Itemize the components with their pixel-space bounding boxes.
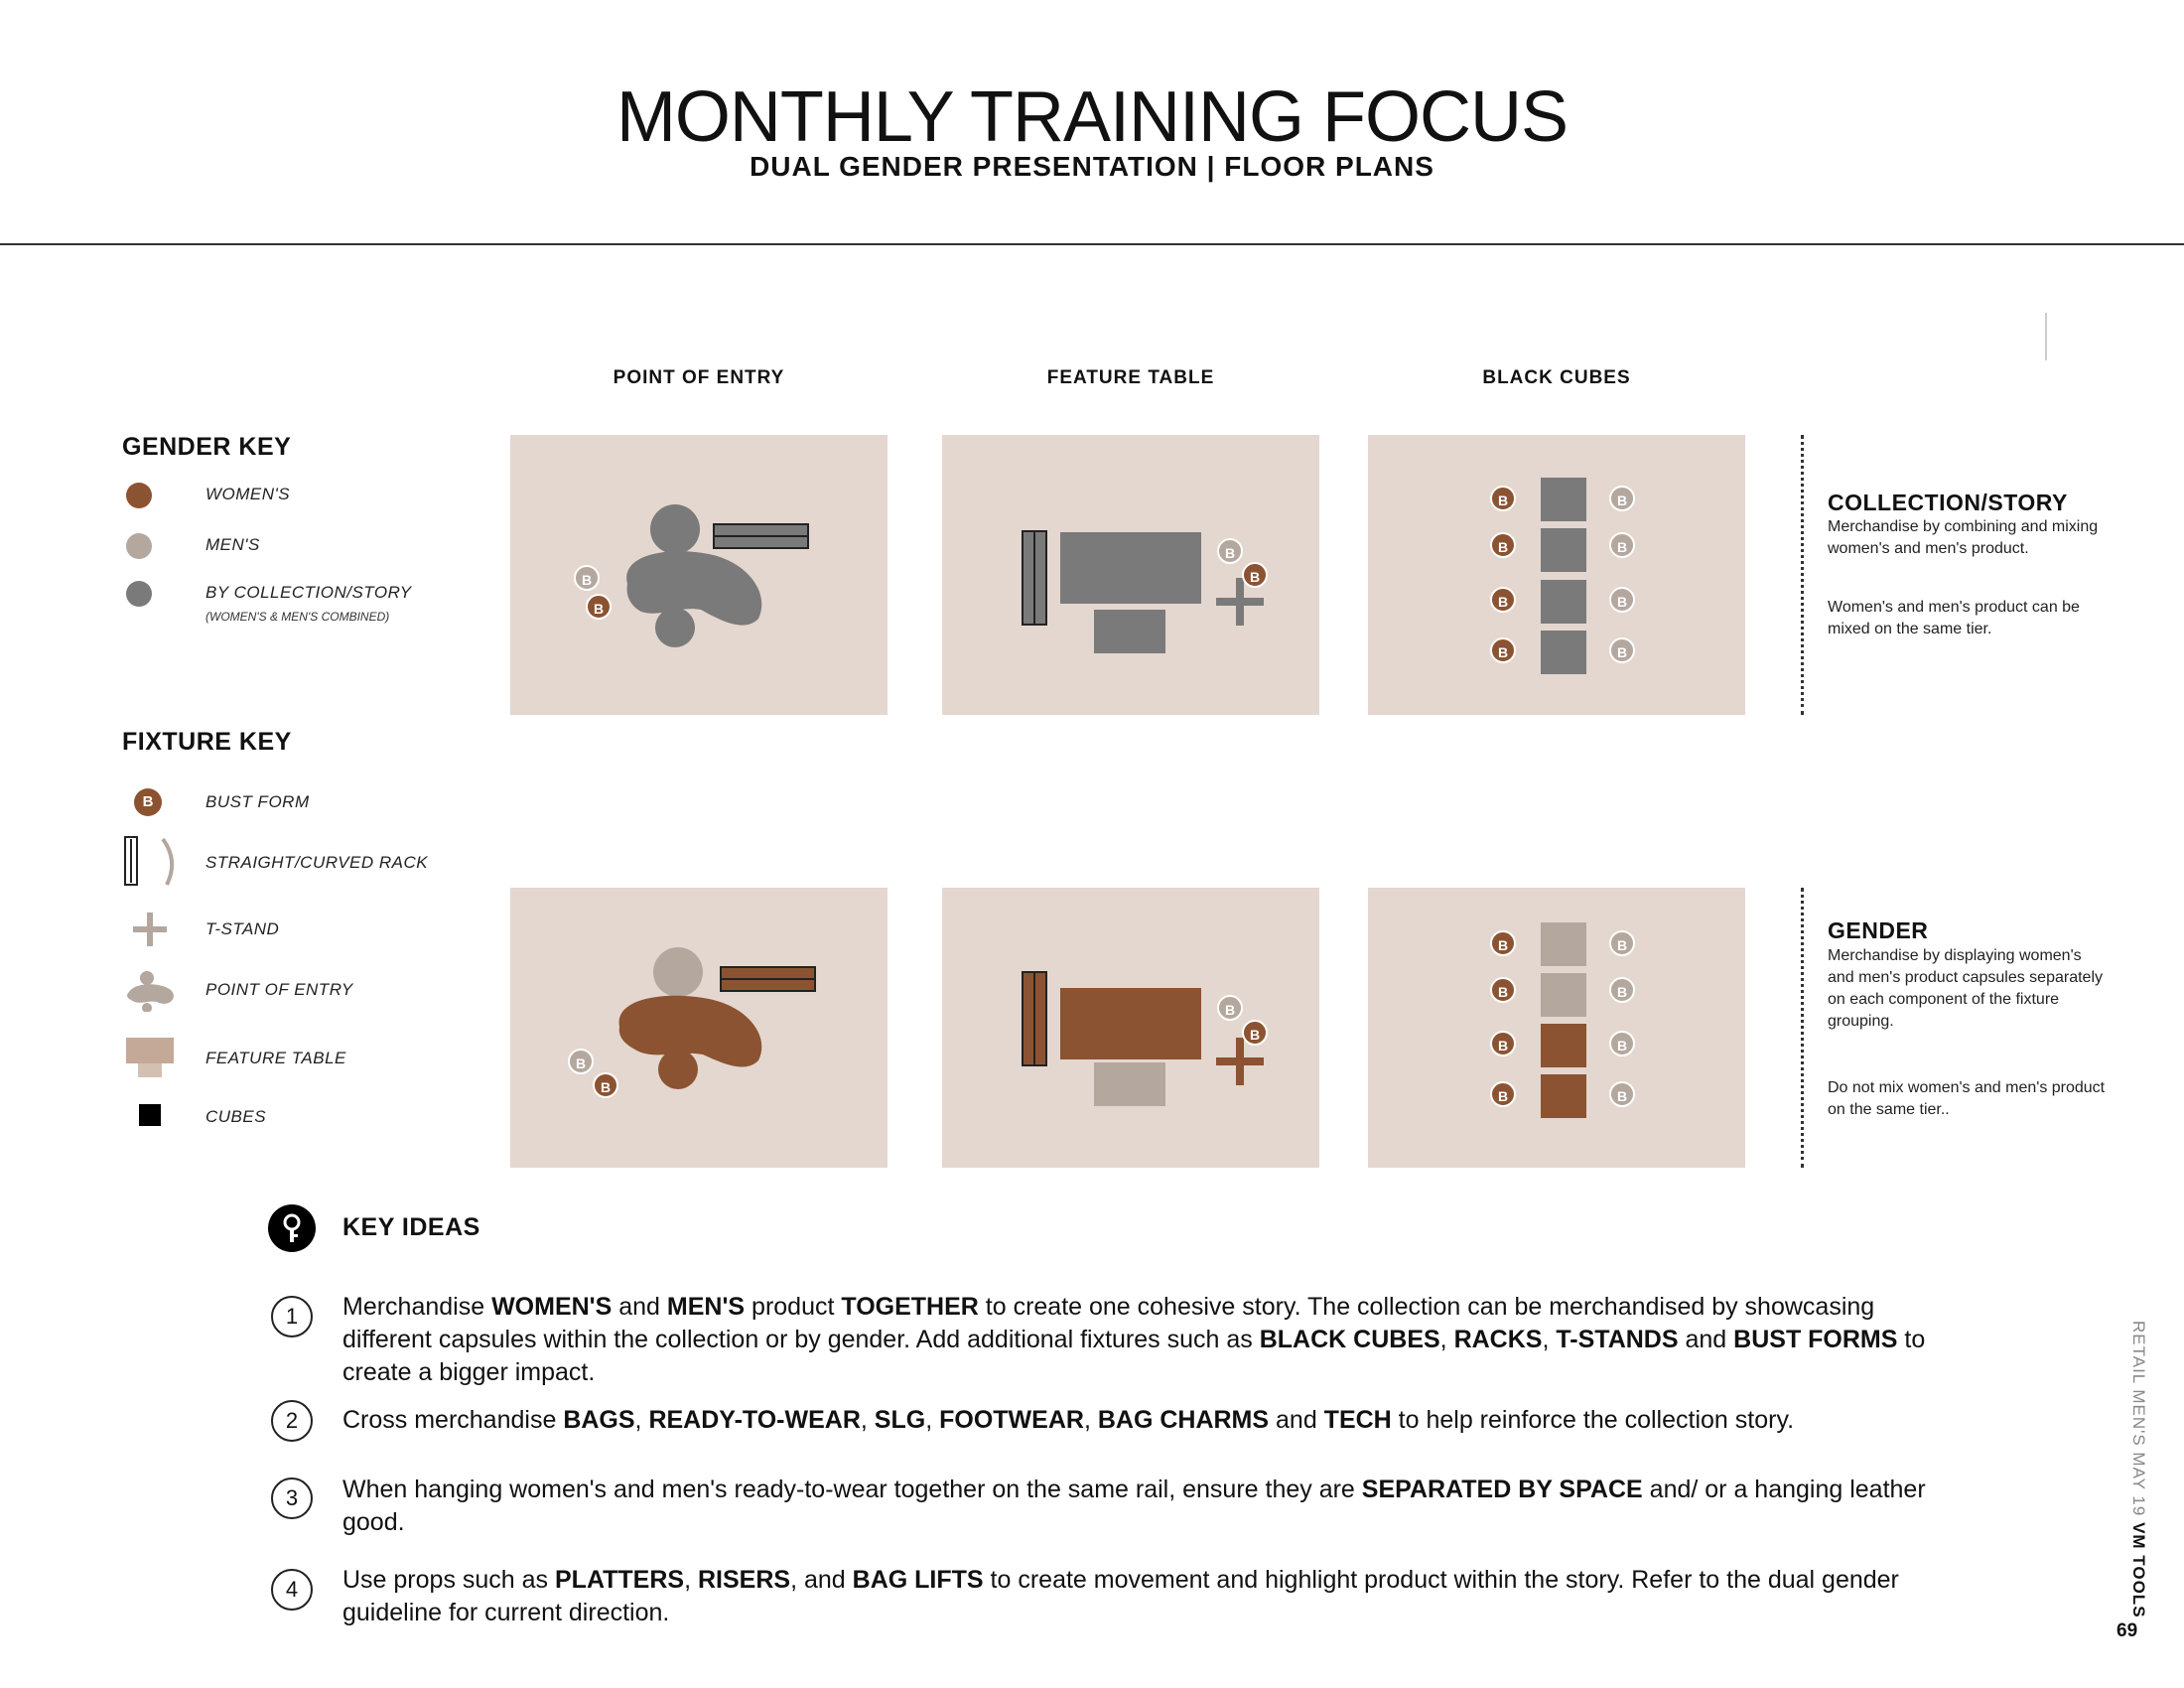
gender-key-heading: GENDER KEY [122,433,292,461]
bust-form-womens: B [593,1072,618,1098]
gender-text: Merchandise by displaying women's and men's product capsules separately on each component of the fixture grouping. [1828,947,2103,1030]
column-heading-black-cubes: BLACK CUBES [1482,367,1631,388]
dotted-divider [1801,435,1804,715]
bust-form-mens: B [1609,1081,1635,1107]
black-cubes-collection-diagram [1368,435,1745,715]
collection-story-note: Women's and men's product can be mixed on the same tier. [1828,599,2080,637]
bust-form-womens: B [1242,1020,1268,1046]
bust-form-icon: B [134,788,162,816]
bust-form-mens: B [1609,977,1635,1003]
collection-swatch [126,581,152,607]
bust-form-mens: B [574,565,600,591]
header-divider [0,243,2184,245]
mens-label: MEN'S [205,535,260,554]
idea-3-text: When hanging women's and men's ready-to-wear together on the same rail, ensure they are SEPARATED BY SPACE and/ or a hanging leather good. [342,1476,1926,1536]
dotted-divider [1801,888,1804,1168]
point-of-entry-gender-diagram [510,888,887,1168]
idea-1-text: Merchandise WOMEN'S and MEN'S product TOGETHER to create one cohesive story. The collection can be merchandised by showcasing different capsules within the collection or by gender. Add additional fixtures such as BLACK CUBES, RACKS, T-STANDS and BUST FORMS to create a bigger impact. [342,1293,1926,1386]
womens-label: WOMEN'S [205,485,291,503]
point-of-entry-icon [125,970,177,1012]
panel-feature-table-collection [942,435,1319,715]
collection-note: (WOMEN'S & MEN'S COMBINED) [205,610,390,624]
idea-4-text: Use props such as PLATTERS, RISERS, and BAG LIFTS to create movement and highlight product within the story. Refer to the dual gender guideline for current direction. [342,1566,1899,1626]
t-stand-icon [133,913,167,946]
column-heading-point-of-entry: POINT OF ENTRY [613,367,785,388]
bust-form-mens: B [568,1049,594,1074]
vertical-footer [2126,1321,2148,1618]
bust-form-mens: B [1609,637,1635,663]
rack-label: STRAIGHT/CURVED RACK [205,853,429,872]
bust-form-mens: B [1609,486,1635,511]
fixture-key-heading: FIXTURE KEY [122,728,292,756]
point-of-entry-collection-diagram [510,435,887,715]
womens-swatch [126,483,152,508]
bust-form-womens: B [1490,1081,1516,1107]
idea-number-1: 1 [271,1296,313,1337]
rack-icon [123,835,183,891]
bust-form-womens: B [1490,1031,1516,1056]
key-icon [268,1204,316,1252]
idea-number-3: 3 [271,1477,313,1519]
panel-black-cubes-gender [1368,888,1745,1168]
cube-icon [139,1104,161,1126]
feature-table-icon [126,1038,176,1079]
bust-form-mens: B [1609,587,1635,613]
cubes-label: CUBES [205,1107,267,1126]
idea-number-4: 4 [271,1569,313,1611]
bust-form-womens: B [1490,486,1516,511]
collection-label: BY COLLECTION/STORY [205,583,412,602]
bust-form-womens: B [1490,587,1516,613]
bust-form-womens: B [1490,977,1516,1003]
bust-form-womens: B [1490,637,1516,663]
t-stand-label: T-STAND [205,919,280,938]
page-title: MONTHLY TRAINING FOCUS [615,77,1569,157]
column-heading-feature-table: FEATURE TABLE [1046,367,1215,388]
bust-form-mens: B [1609,930,1635,956]
gender-heading: GENDER [1828,917,1929,943]
gender-note: Do not mix women's and men's product on the same tier.. [1828,1079,2106,1118]
page-number: 69 [2116,1620,2138,1641]
footer-section: VM TOOLS [2129,1522,2148,1618]
key-ideas-heading: KEY IDEAS [342,1213,480,1241]
page-subtitle: DUAL GENDER PRESENTATION | FLOOR PLANS [750,151,1434,182]
bust-form-womens: B [1490,532,1516,558]
bust-form-womens: B [1242,562,1268,588]
bust-form-mens: B [1609,1031,1635,1056]
footer-publication: RETAIL MEN'S MAY 19 [2129,1321,2148,1523]
corner-mark [2045,313,2047,360]
mens-swatch [126,533,152,559]
bust-form-mens: B [1217,538,1243,564]
panel-black-cubes-collection [1368,435,1745,715]
point-of-entry-label: POINT OF ENTRY [205,980,353,999]
bust-form-mens: B [1609,532,1635,558]
bust-form-label: BUST FORM [205,792,310,811]
idea-2-text: Cross merchandise BAGS, READY-TO-WEAR, SLG, FOOTWEAR, BAG CHARMS and TECH to help reinforce the collection story. [342,1406,1795,1434]
panel-point-of-entry-collection [510,435,887,715]
bust-form-womens: B [1490,930,1516,956]
bust-form-mens: B [1217,995,1243,1021]
idea-number-2: 2 [271,1400,313,1442]
feature-table-label: FEATURE TABLE [205,1049,346,1067]
collection-story-text: Merchandise by combining and mixing women's and men's product. [1828,518,2099,557]
collection-story-heading: COLLECTION/STORY [1828,490,2068,515]
panel-feature-table-gender [942,888,1319,1168]
bust-form-womens: B [586,594,612,620]
panel-point-of-entry-gender [510,888,887,1168]
black-cubes-gender-diagram [1368,888,1745,1168]
